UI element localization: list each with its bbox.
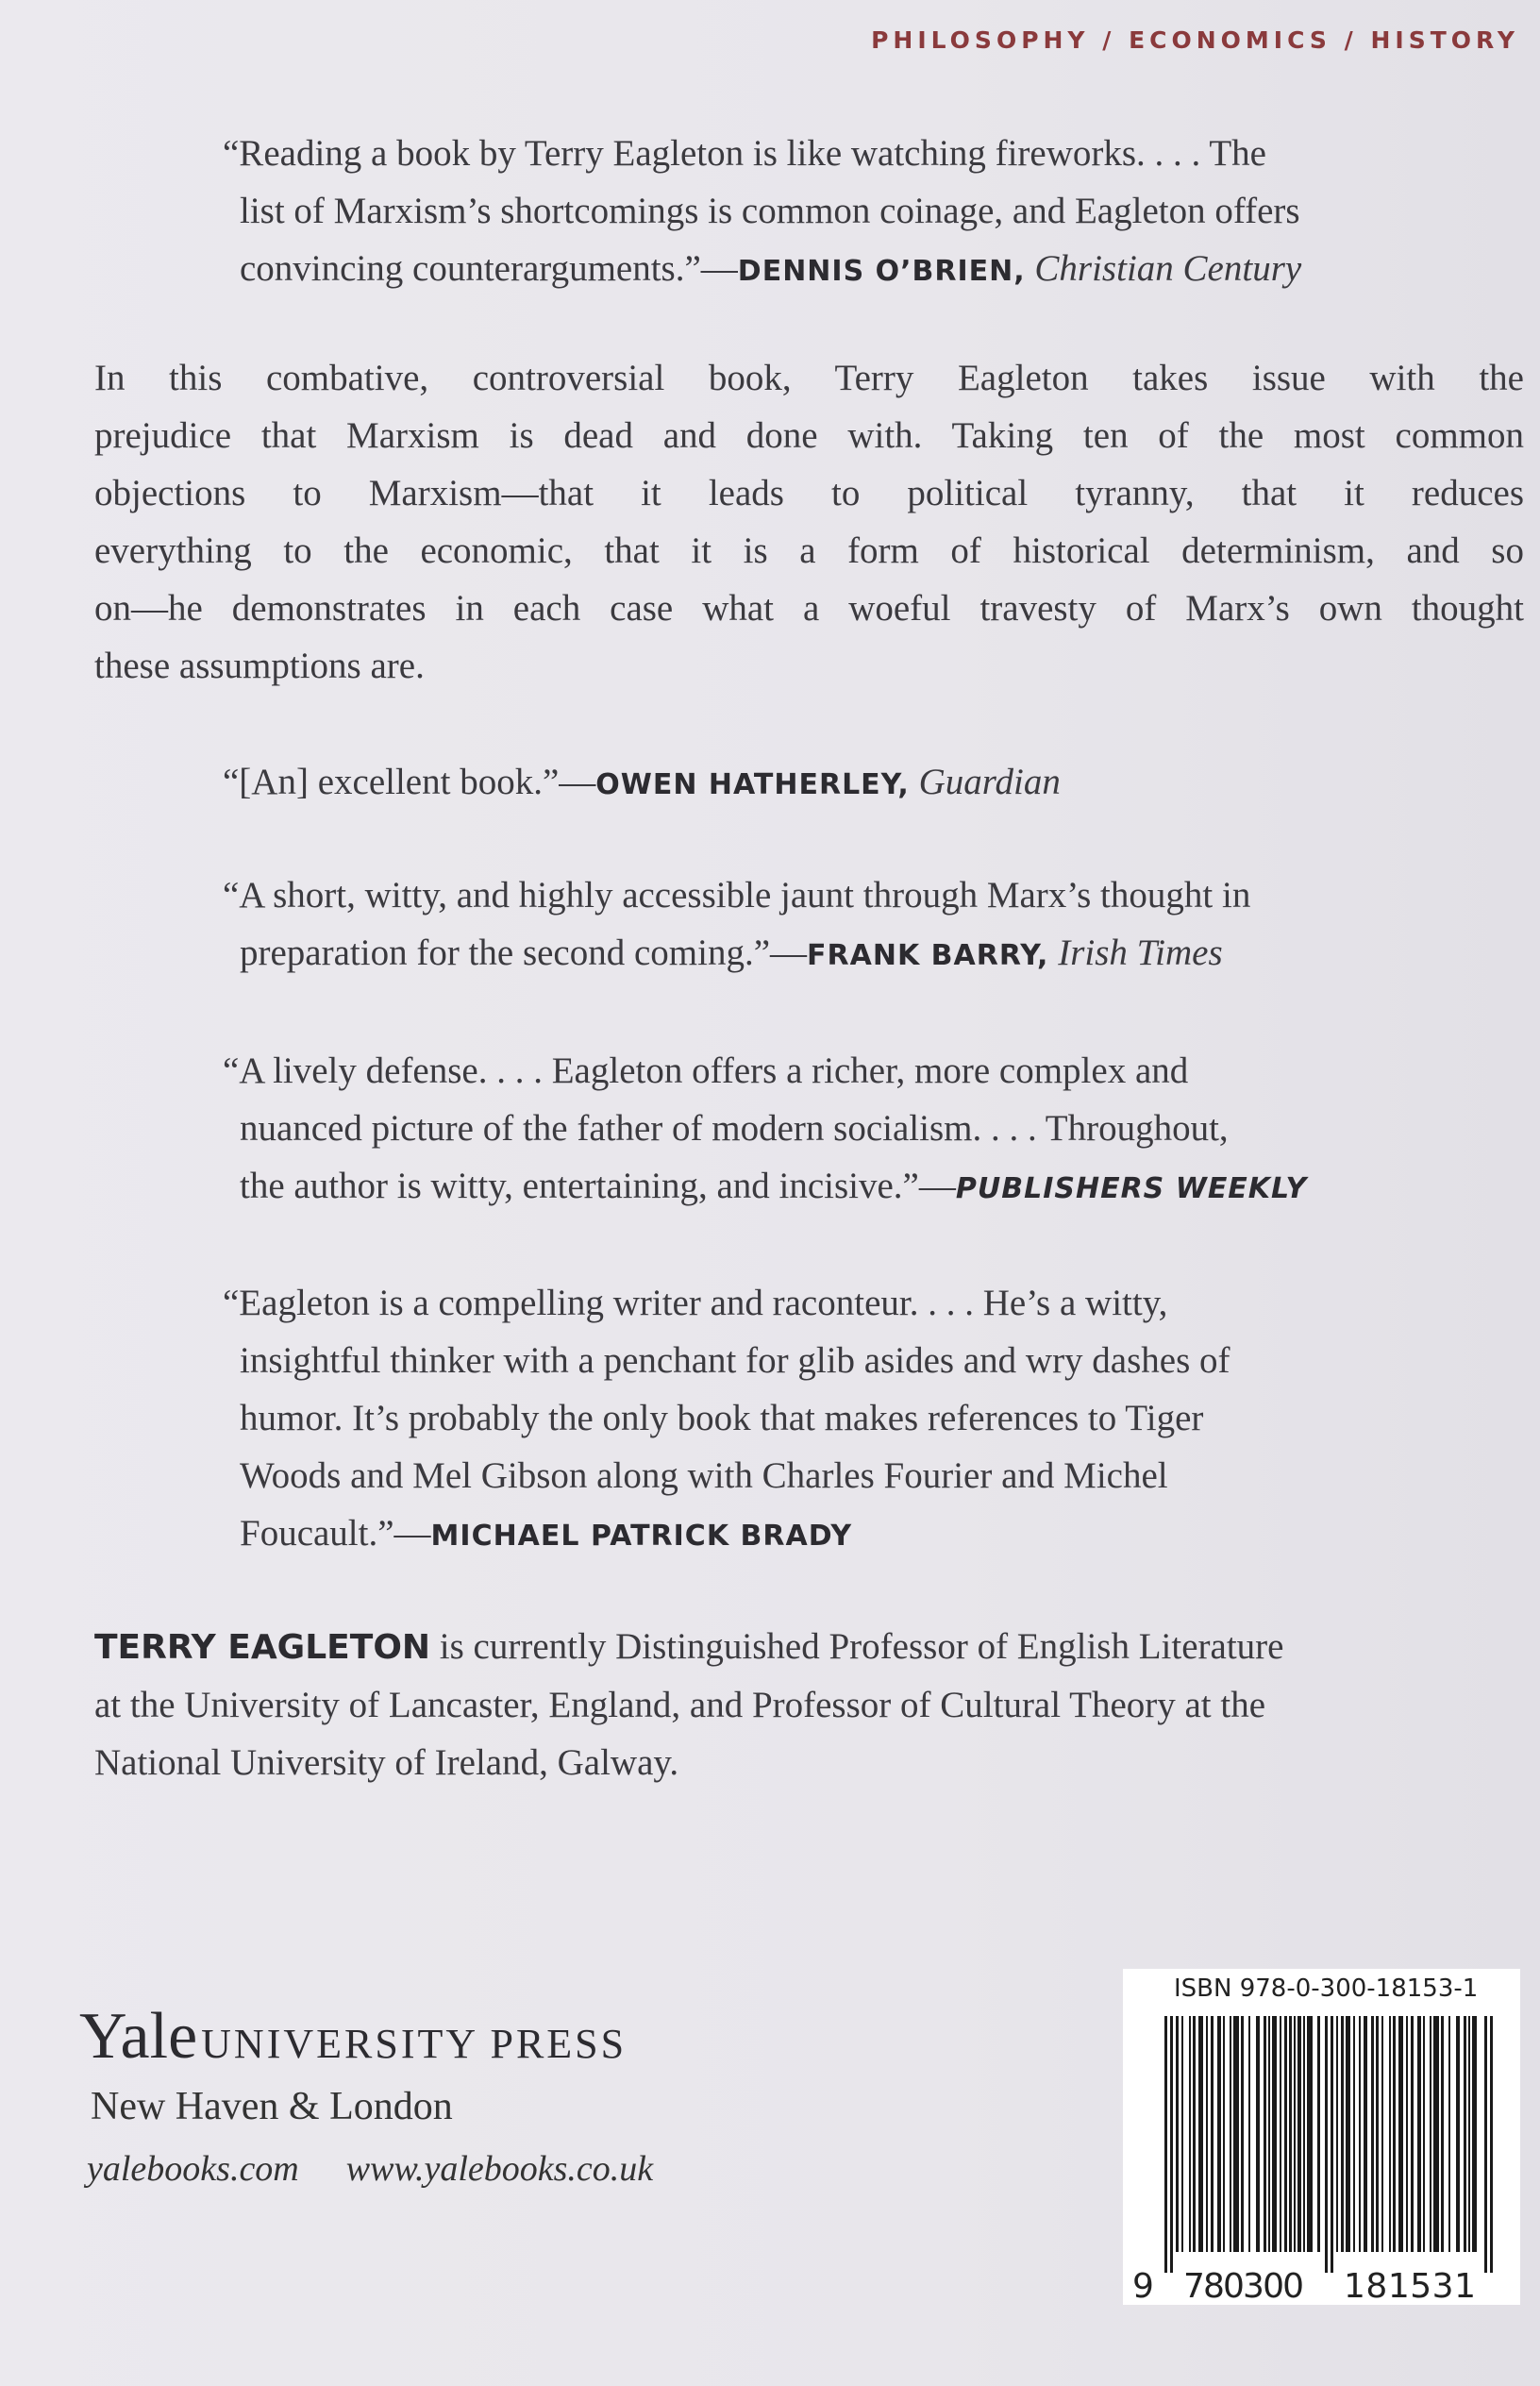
barcode-bar: [1198, 2016, 1203, 2252]
bio-line: National University of Ireland, Galway.: [94, 1742, 679, 1783]
quote-line: nuanced picture of the father of modern socialism. . . . Throughout,: [240, 1108, 1229, 1149]
quote-source: Christian Century: [1034, 248, 1302, 289]
quote-line: “[An] excellent book.”: [223, 762, 560, 802]
quote-line: Foucault.”: [240, 1513, 394, 1554]
quote-line: list of Marxism’s shortcomings is common coinage, and Eagleton offers: [240, 191, 1300, 231]
barcode-bar: [1193, 2016, 1196, 2252]
barcode-bar: [1359, 2016, 1361, 2252]
publisher-logo: [79, 1999, 627, 2075]
quote-line: insightful thinker with a penchant for glib asides and wry dashes of: [240, 1340, 1230, 1381]
barcode-bar: [1268, 2016, 1270, 2252]
author-bio: [94, 1618, 1524, 1791]
barcode-bar: [1464, 2016, 1466, 2252]
quote-line: “A lively defense. . . . Eagleton offers a richer, more complex and: [223, 1050, 1189, 1091]
bio-line: is currently Distinguished Professor of English Literature: [439, 1626, 1284, 1667]
quote-attribution: PUBLISHERS WEEKLY: [955, 1172, 1308, 1205]
barcode-panel: [1123, 1969, 1520, 2305]
barcode-bar: [1448, 2016, 1450, 2252]
barcode-bar: [1289, 2016, 1292, 2252]
barcode-bar: [1364, 2016, 1367, 2252]
barcode-bar: [1430, 2016, 1431, 2252]
barcode-bar: [1280, 2016, 1281, 2252]
barcode-bar: [1189, 2016, 1191, 2252]
barcode-bar: [1441, 2016, 1444, 2252]
quote-michael-patrick-brady: “Eagleton is a compelling writer and raconteur. . . . He’s a witty, insightful thinker with a penchant for glib asides and wry dashes of humor. It’s probably the only book that makes references to Tiger Woods and Mel Gibson along with Charles Fourier and Michel Foucault.”—MICHAEL PATRICK BRADY: [223, 1274, 1230, 1565]
publisher-subtitle: UNIVERSITY PRESS: [201, 2021, 628, 2067]
barcode-bar: [1346, 2016, 1350, 2252]
barcode-guard-bar: [1325, 2016, 1328, 2273]
quote-frank-barry: “A short, witty, and highly accessible jaunt through Marx’s thought in preparation for the second coming.”—FRANK BARRY, Irish Times: [223, 866, 1250, 984]
category-label: PHILOSOPHY / ECONOMICS / HISTORY: [871, 26, 1519, 54]
quote-source: Irish Times: [1058, 933, 1223, 973]
barcode-digits-right: 181531: [1344, 2267, 1476, 2305]
barcode-bar: [1456, 2016, 1460, 2252]
barcode-bar: [1417, 2016, 1421, 2252]
isbn-text: ISBN 978-0-300-18153-1: [1174, 1974, 1479, 2003]
barcode-bar: [1423, 2016, 1425, 2252]
barcode-guard-bar: [1490, 2016, 1493, 2273]
quote-attribution: FRANK BARRY,: [807, 939, 1049, 972]
barcode-bar: [1341, 2016, 1344, 2252]
quote-source: Guardian: [918, 762, 1061, 802]
barcode-bar: [1317, 2016, 1320, 2252]
barcode-bar: [1211, 2016, 1214, 2252]
barcode-bar: [1181, 2016, 1183, 2252]
barcode-bar: [1381, 2016, 1383, 2252]
barcode-bar: [1398, 2016, 1403, 2252]
publisher-websites: [87, 2148, 653, 2190]
barcode-bar: [1294, 2016, 1296, 2252]
website-link: www.yalebooks.co.uk: [345, 2149, 654, 2189]
barcode-guard-bar: [1164, 2016, 1167, 2273]
barcode-bar: [1411, 2016, 1414, 2252]
barcode-graphic: [1123, 1969, 1520, 2305]
barcode-bar: [1217, 2016, 1221, 2252]
barcode-bar: [1406, 2016, 1408, 2252]
quote-line: preparation for the second coming.”: [240, 933, 771, 973]
publisher-name: Yale: [79, 2000, 198, 2073]
publisher-location: New Haven & London: [91, 2085, 453, 2128]
barcode-bar: [1472, 2016, 1477, 2252]
barcode-bar: [1230, 2016, 1231, 2252]
barcode-bar: [1272, 2016, 1277, 2252]
barcode-bar: [1376, 2016, 1379, 2252]
quote-attribution: MICHAEL PATRICK BRADY: [430, 1520, 853, 1553]
quote-attribution: DENNIS O’BRIEN,: [737, 255, 1026, 288]
barcode-bar: [1389, 2016, 1391, 2252]
quote-line: humor. It’s probably the only book that makes references to Tiger: [240, 1398, 1204, 1438]
quote-line: convincing counterarguments.”: [240, 248, 701, 289]
author-name: TERRY EAGLETON: [94, 1628, 431, 1667]
quote-line: “Reading a book by Terry Eagleton is like watching fireworks. . . . The: [223, 133, 1266, 174]
barcode-bar: [1353, 2016, 1355, 2252]
barcode-digit-first: 9: [1132, 2267, 1154, 2305]
bio-line: at the University of Lancaster, England, and Professor of Cultural Theory at the: [94, 1685, 1266, 1725]
barcode-bar: [1284, 2016, 1287, 2252]
barcode-bar: [1223, 2016, 1225, 2252]
barcode-bar: [1371, 2016, 1374, 2252]
barcode-bar: [1256, 2016, 1260, 2252]
barcode-guard-bar: [1170, 2016, 1173, 2273]
barcode-bar: [1206, 2016, 1208, 2252]
quote-publishers-weekly: “A lively defense. . . . Eagleton offers a richer, more complex and nuanced picture of the father of modern socialism. . . . Throughout, the author is witty, entertaining, and incisive.”—PUBLISHERS WEEKLY: [223, 1042, 1307, 1218]
barcode-bar: [1336, 2016, 1338, 2252]
website-link: yalebooks.com: [87, 2149, 299, 2189]
description-line: everything to the economic, that it is a form of historical determinism, and so: [94, 530, 1524, 571]
quote-line: “A short, witty, and highly accessible jaunt through Marx’s thought in: [223, 875, 1251, 916]
barcode-bar: [1468, 2016, 1470, 2252]
quote-line: the author is witty, entertaining, and incisive.”: [240, 1166, 919, 1206]
barcode-bar: [1303, 2016, 1305, 2252]
description-line: prejudice that Marxism is dead and done with. Taking ten of the most common: [94, 415, 1524, 456]
description-line: on—he demonstrates in each case what a woeful travesty of Marx’s own thought: [94, 588, 1524, 629]
barcode-bar: [1264, 2016, 1266, 2252]
quote-attribution: OWEN HATHERLEY,: [595, 768, 910, 801]
quote-line: “Eagleton is a compelling writer and raconteur. . . . He’s a witty,: [223, 1283, 1168, 1323]
barcode-bar: [1176, 2016, 1179, 2252]
quote-dennis-obrien: “Reading a book by Terry Eagleton is like watching fireworks. . . . The list of Marxism’s shortcomings is common coinage, and Eagleton offers convincing counterarguments.”—DENNIS O’BRIEN, Christian Century: [223, 125, 1301, 300]
barcode-guard-bar: [1484, 2016, 1487, 2273]
book-description: [94, 349, 1524, 695]
description-line: In this combative, controversial book, Terry Eagleton takes issue with the: [94, 358, 1524, 398]
barcode-bar: [1248, 2016, 1250, 2252]
description-line: these assumptions are.: [94, 646, 425, 686]
barcode-guard-bar: [1331, 2016, 1333, 2273]
barcode-bar: [1233, 2016, 1239, 2252]
barcode-bar: [1297, 2016, 1301, 2252]
barcode-bar: [1393, 2016, 1396, 2252]
barcode-bar: [1241, 2016, 1244, 2252]
barcode-bar: [1433, 2016, 1439, 2252]
barcode-bars: [1164, 2016, 1493, 2273]
barcode-bar: [1307, 2016, 1313, 2252]
quote-owen-hatherley: “[An] excellent book.”—OWEN HATHERLEY, Guardian: [223, 762, 1061, 802]
barcode-digits-left: 780300: [1183, 2267, 1304, 2305]
quote-line: Woods and Mel Gibson along with Charles Fourier and Michel: [240, 1455, 1168, 1496]
description-line: objections to Marxism—that it leads to political tyranny, that it reduces: [94, 473, 1524, 513]
